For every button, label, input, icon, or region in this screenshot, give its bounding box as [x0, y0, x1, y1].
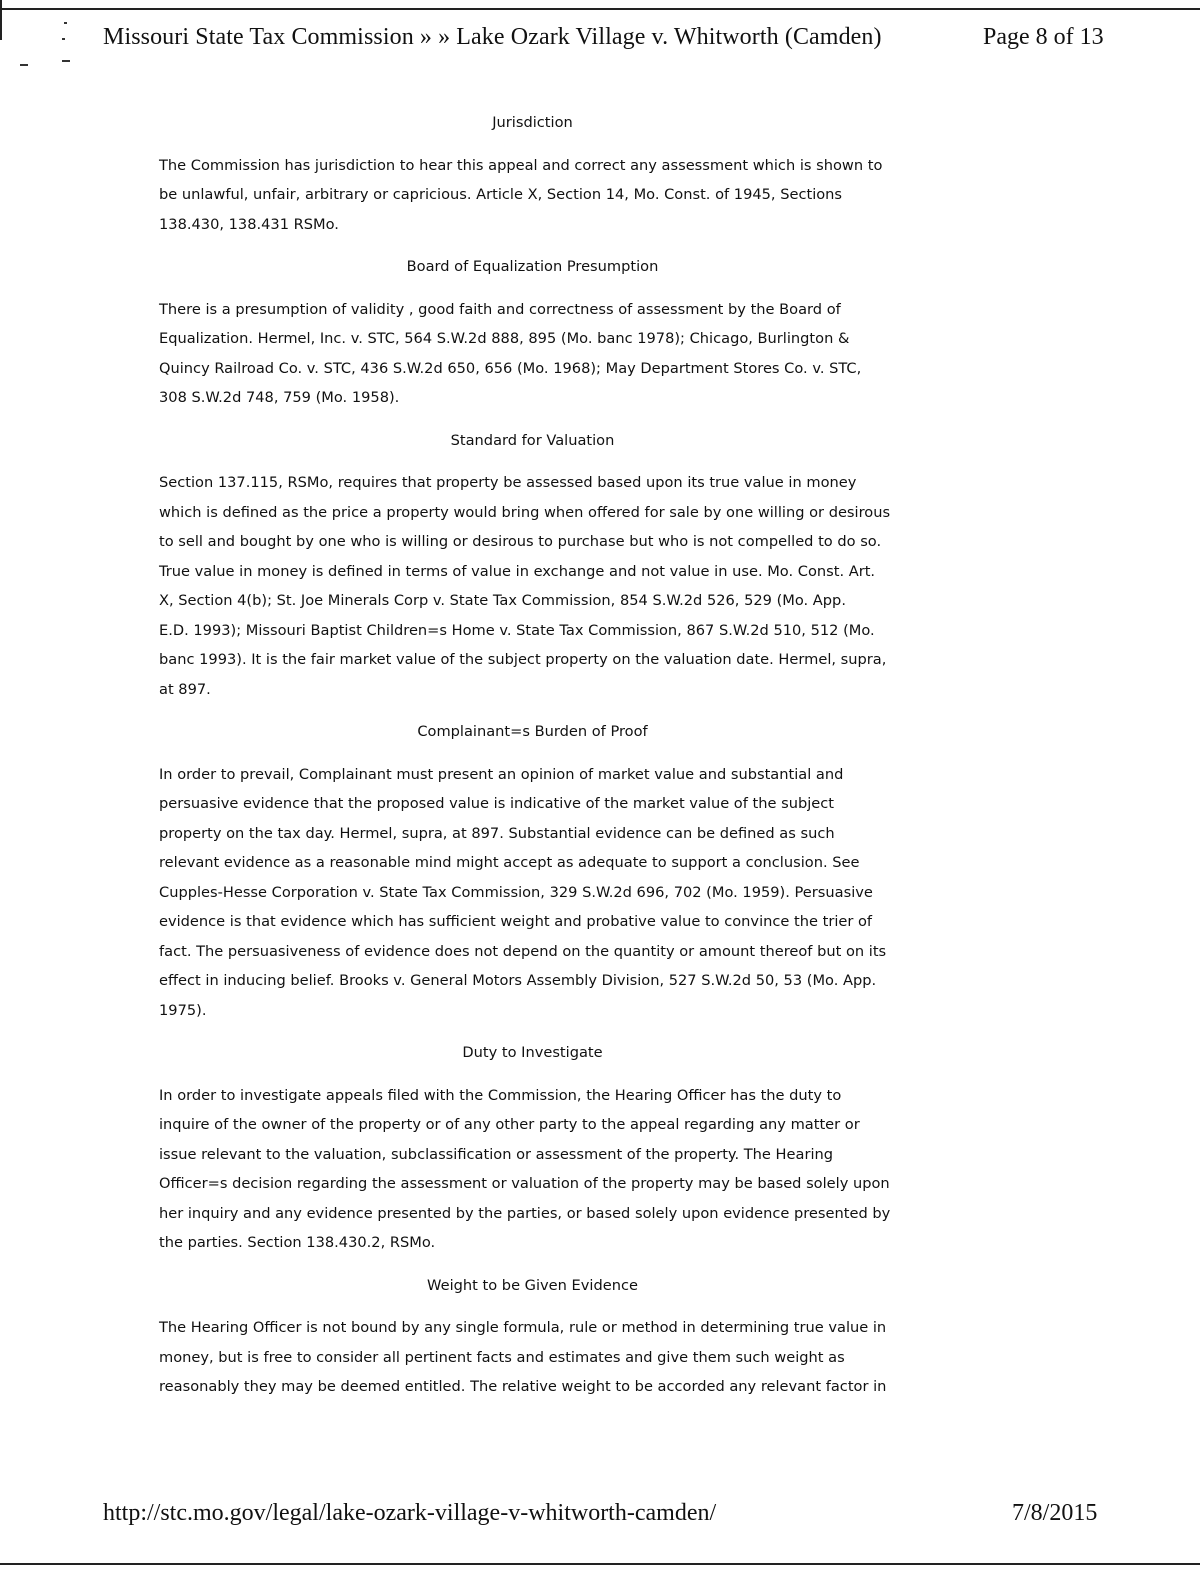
paragraph-line: Cupples-Hesse Corporation v. State Tax Commission, 329 S.W.2d 696, 702 (Mo. 1959). Persuasive: [159, 883, 873, 901]
paragraph-line: property on the tax day. Hermel, supra, at 897. Substantial evidence can be defined as such: [159, 824, 835, 842]
section-paragraph: [159, 1081, 919, 1258]
paragraph-line: reasonably they may be deemed entitled. The relative weight to be accorded any relevant factor in: [159, 1378, 887, 1395]
left-border-line: [0, 0, 2, 40]
paragraph-line: Section 137.115, RSMo, requires that property be assessed based upon its true value in money: [159, 474, 857, 491]
paragraph-line: be unlawful, unfair, arbitrary or capricious. Article X, Section 14, Mo. Const. of 1945, Sections: [159, 186, 843, 203]
paragraph-line: 138.430, 138.431 RSMo.: [159, 215, 339, 233]
paragraph-line: her inquiry and any evidence presented by the parties, or based solely upon evidence presented by: [159, 1204, 891, 1222]
paragraph-line: Equalization. Hermel, Inc. v. STC, 564 S.W.2d 888, 895 (Mo. banc 1978); Chicago, Burlington &: [159, 330, 850, 347]
paragraph-line: which is defined as the price a property would bring when offered for sale by one willing or desirous: [159, 503, 891, 521]
paragraph-line: 1975).: [159, 1001, 207, 1019]
paragraph-line: money, but is free to consider all pertinent facts and estimates and give them such weight as: [159, 1348, 845, 1366]
section-heading: Duty to Investigate: [462, 1044, 603, 1061]
top-border-line: [0, 8, 1200, 10]
scan-speck: [62, 38, 65, 40]
paragraph-line: issue relevant to the valuation, subclassification or assessment of the property. The Hearing: [159, 1145, 834, 1163]
paragraph-line: There is a presumption of validity , good faith and correctness of assessment by the Board of: [159, 300, 841, 318]
paragraph-line: effect in inducing belief. Brooks v. General Motors Assembly Division, 527 S.W.2d 50, 53 (Mo. App.: [159, 972, 877, 989]
scan-speck: [62, 60, 70, 62]
paragraph-line: to sell and bought by one who is willing or desirous to purchase but who is not compelled to do so.: [159, 533, 882, 550]
page-header-title: Missouri State Tax Commission » » Lake Ozark Village v. Whitworth (Camden): [103, 24, 882, 50]
section-heading: Complainant=s Burden of Proof: [417, 723, 648, 740]
page-number: Page 8 of 13: [983, 24, 1104, 50]
paragraph-line: evidence is that evidence which has sufficient weight and probative value to convince the trier of: [159, 913, 873, 930]
scan-speck: [20, 64, 28, 66]
paragraph-line: The Hearing Officer is not bound by any single formula, rule or method in determining true value in: [159, 1319, 887, 1336]
paragraph-line: inquire of the owner of the property or of any other party to the appeal regarding any matter or: [159, 1116, 860, 1133]
paragraph-line: banc 1993). It is the fair market value of the subject property on the valuation date. Hermel, supra,: [159, 651, 887, 668]
section-heading: Standard for Valuation: [450, 431, 615, 449]
section-paragraph: [159, 468, 919, 704]
paragraph-line: persuasive evidence that the proposed value is indicative of the market value of the subject: [159, 795, 834, 812]
section-paragraph: [159, 295, 919, 413]
footer-url: http://stc.mo.gov/legal/lake-ozark-village-v-whitworth-camden/: [103, 1500, 717, 1526]
section-heading: Board of Equalization Presumption: [406, 258, 659, 275]
paragraph-line: In order to prevail, Complainant must present an opinion of market value and substantial and: [159, 765, 844, 783]
section-heading: Jurisdiction: [492, 114, 573, 131]
section-paragraph: [159, 1313, 919, 1402]
bottom-border-line: [0, 1563, 1200, 1565]
section-paragraph: [159, 151, 919, 240]
paragraph-line: E.D. 1993); Missouri Baptist Children=s Home v. State Tax Commission, 867 S.W.2d 510, 512 (Mo.: [159, 621, 875, 639]
paragraph-line: True value in money is defined in terms of value in exchange and not value in use. Mo. Const. Art.: [159, 562, 876, 580]
paragraph-line: Officer=s decision regarding the assessment or valuation of the property may be based solely upon: [159, 1175, 890, 1192]
section-paragraph: [159, 760, 919, 1026]
footer-date: 7/8/2015: [1012, 1500, 1098, 1526]
section-heading: Weight to be Given Evidence: [427, 1276, 638, 1294]
paragraph-line: at 897.: [159, 680, 211, 698]
paragraph-line: X, Section 4(b); St. Joe Minerals Corp v. State Tax Commission, 854 S.W.2d 526, 529 (Mo. App.: [159, 592, 846, 609]
document-body: [159, 108, 919, 1415]
paragraph-line: In order to investigate appeals filed with the Commission, the Hearing Officer has the duty to: [159, 1086, 842, 1104]
paragraph-line: The Commission has jurisdiction to hear this appeal and correct any assessment which is shown to: [159, 156, 883, 174]
paragraph-line: the parties. Section 138.430.2, RSMo.: [159, 1234, 436, 1251]
paragraph-line: relevant evidence as a reasonable mind might accept as adequate to support a conclusion. See: [159, 854, 860, 871]
paragraph-line: Quincy Railroad Co. v. STC, 436 S.W.2d 650, 656 (Mo. 1968); May Department Stores Co. v. STC,: [159, 359, 862, 377]
paragraph-line: 308 S.W.2d 748, 759 (Mo. 1958).: [159, 389, 400, 406]
paragraph-line: fact. The persuasiveness of evidence does not depend on the quantity or amount thereof but on its: [159, 942, 887, 960]
scan-speck: [64, 22, 67, 24]
